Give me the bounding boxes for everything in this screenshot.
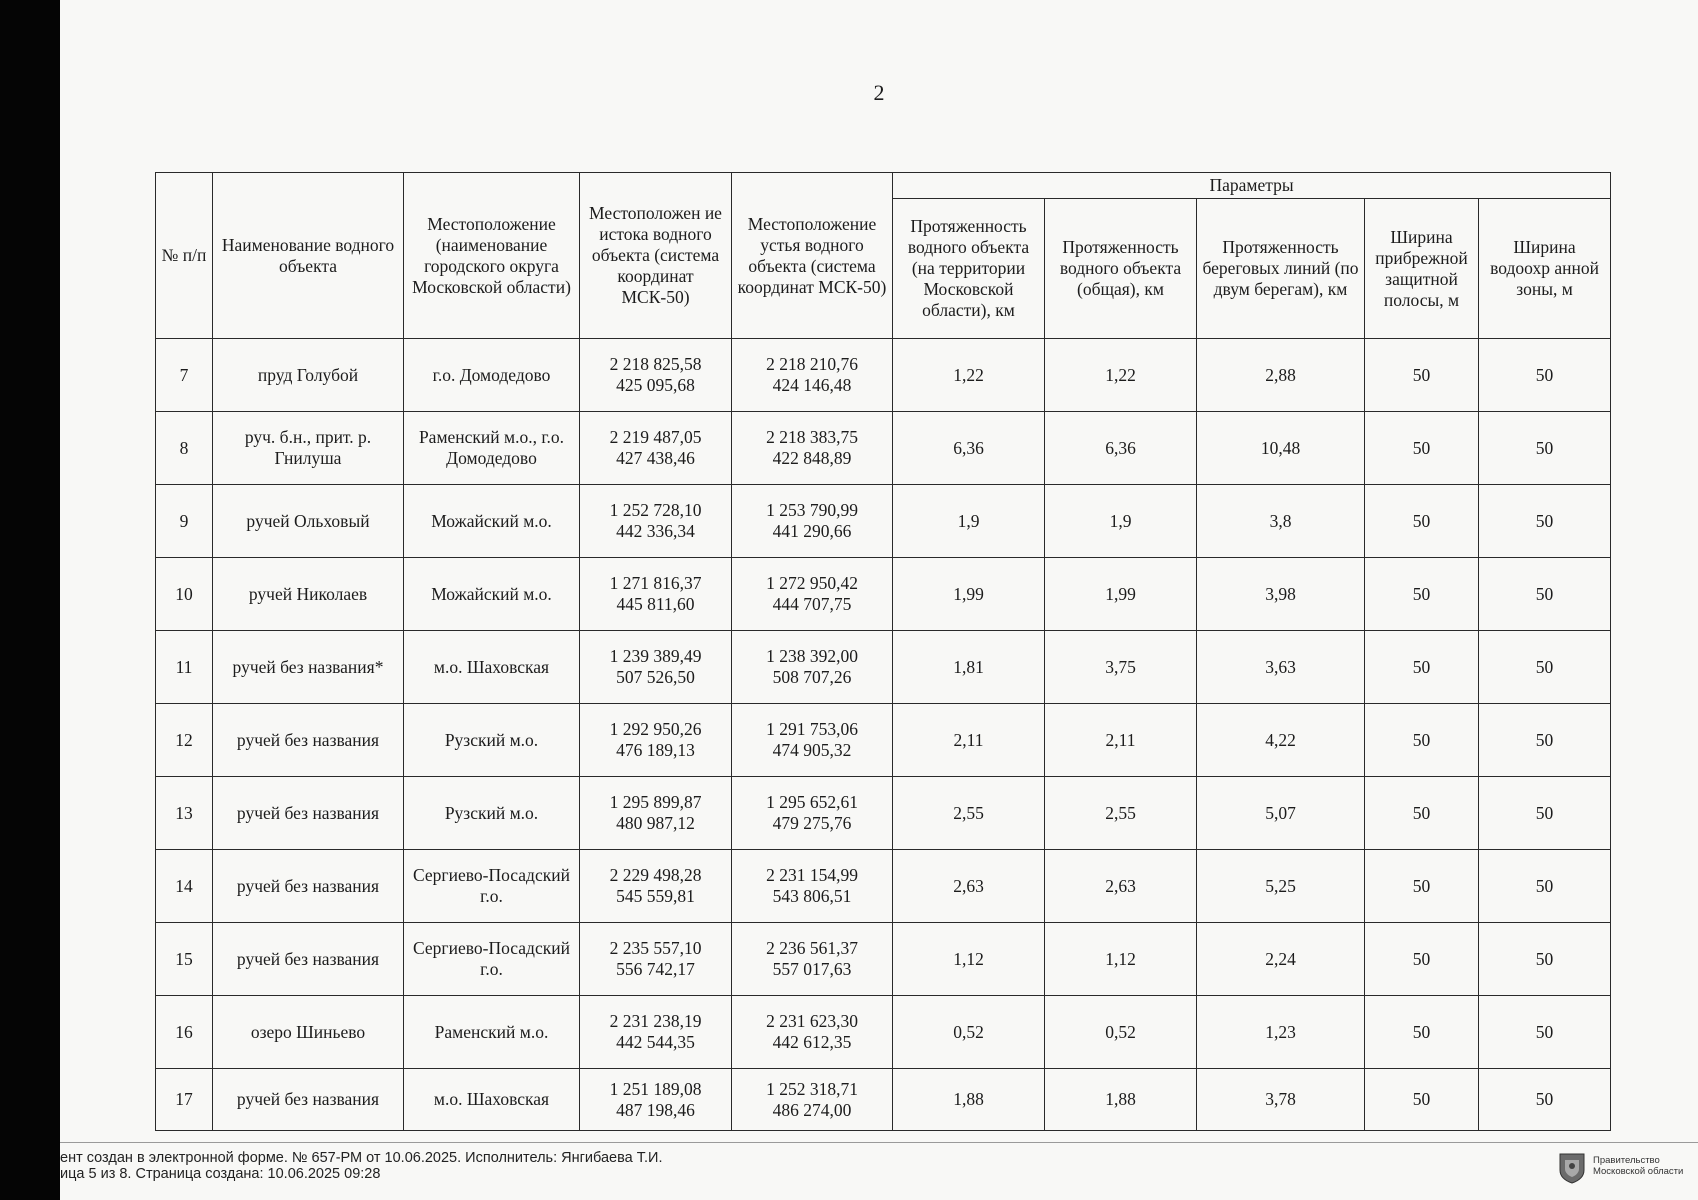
- cell-mouth: [732, 485, 893, 558]
- cell-length-total: 2,11: [1045, 704, 1197, 777]
- cell-coastal-strip: 50: [1365, 631, 1479, 704]
- cell-shore-length: 3,78: [1197, 1069, 1365, 1131]
- cell-length-total: 1,99: [1045, 558, 1197, 631]
- cell-shore-length: 5,07: [1197, 777, 1365, 850]
- cell-mouth-line: 1 291 753,06: [766, 719, 858, 739]
- cell-length-region: 1,9: [893, 485, 1045, 558]
- cell-source-line: 507 526,50: [616, 667, 695, 687]
- cell-source-line: 445 811,60: [616, 594, 695, 614]
- cell-source: [580, 777, 732, 850]
- cell-source-line: 545 559,81: [616, 886, 695, 906]
- cell-num: 10: [156, 558, 213, 631]
- footer-line-2: ица 5 из 8. Страница создана: 10.06.2025 09:28: [60, 1166, 381, 1182]
- cell-length-total: 1,9: [1045, 485, 1197, 558]
- cell-source-line: 2 229 498,28: [609, 865, 702, 885]
- cell-mouth: [732, 1069, 893, 1131]
- header-source: Местоположен ие истока водного объекта (система координат МСК-50): [580, 173, 732, 339]
- cell-length-total: 6,36: [1045, 412, 1197, 485]
- cell-name: ручей без названия*: [213, 631, 404, 704]
- cell-mouth-line: 1 253 790,99: [766, 500, 858, 520]
- page-number: 2: [873, 80, 885, 105]
- cell-source: [580, 631, 732, 704]
- cell-name: озеро Шиньево: [213, 996, 404, 1069]
- cell-length-total: 1,88: [1045, 1069, 1197, 1131]
- header-parameters: Параметры: [893, 173, 1611, 199]
- cell-mouth-line: 543 806,51: [772, 886, 852, 906]
- cell-shore-length: 5,25: [1197, 850, 1365, 923]
- cell-mouth: [732, 558, 893, 631]
- cell-mouth-line: 474 905,32: [772, 740, 852, 760]
- cell-shore-length: 4,22: [1197, 704, 1365, 777]
- cell-water-zone: 50: [1479, 996, 1611, 1069]
- cell-source-line: 1 251 189,08: [609, 1078, 702, 1099]
- coat-of-arms-icon: [1557, 1152, 1587, 1184]
- footer-info: [60, 1150, 662, 1182]
- cell-location: Сергиево-Посадский г.о.: [404, 850, 580, 923]
- government-label-line-1: Правительство: [1593, 1155, 1660, 1166]
- header-length-total: Протяженность водного объекта (общая), км: [1045, 199, 1197, 339]
- cell-water-zone: 50: [1479, 631, 1611, 704]
- cell-source: [580, 339, 732, 412]
- cell-mouth-line: 486 274,00: [772, 1099, 852, 1120]
- cell-source: [580, 1069, 732, 1131]
- cell-name: руч. б.н., прит. р. Гнилуша: [213, 412, 404, 485]
- cell-coastal-strip: 50: [1365, 850, 1479, 923]
- table-body: [156, 339, 1611, 1131]
- cell-source: [580, 558, 732, 631]
- cell-mouth-line: 441 290,66: [772, 521, 852, 541]
- cell-name: ручей без названия: [213, 850, 404, 923]
- cell-shore-length: 1,23: [1197, 996, 1365, 1069]
- header-coastal-strip: Ширина прибрежной защитной полосы, м: [1365, 199, 1479, 339]
- cell-coastal-strip: 50: [1365, 923, 1479, 996]
- cell-name: ручей Николаев: [213, 558, 404, 631]
- cell-water-zone: 50: [1479, 412, 1611, 485]
- cell-name: ручей без названия: [213, 1069, 404, 1131]
- cell-source-line: 487 198,46: [616, 1099, 695, 1120]
- table-row: [156, 923, 1611, 996]
- cell-length-total: 0,52: [1045, 996, 1197, 1069]
- cell-length-total: 1,22: [1045, 339, 1197, 412]
- cell-mouth-line: 2 236 561,37: [766, 938, 858, 958]
- cell-location: Раменский м.о.: [404, 996, 580, 1069]
- cell-name: ручей без названия: [213, 777, 404, 850]
- cell-num: 7: [156, 339, 213, 412]
- cell-location: Рузский м.о.: [404, 704, 580, 777]
- table-row: [156, 850, 1611, 923]
- cell-mouth-line: 1 272 950,42: [766, 573, 858, 593]
- cell-mouth-line: 442 612,35: [772, 1032, 852, 1052]
- cell-source-line: 1 252 728,10: [609, 500, 702, 520]
- header-num: № п/п: [156, 173, 213, 339]
- cell-mouth: [732, 923, 893, 996]
- cell-source-line: 1 292 950,26: [609, 719, 702, 739]
- document-page: [60, 0, 1698, 1200]
- cell-location: Сергиево-Посадский г.о.: [404, 923, 580, 996]
- cell-length-region: 1,12: [893, 923, 1045, 996]
- table-row: [156, 631, 1611, 704]
- header-shore-length: Протяженность береговых линий (по двум берегам), км: [1197, 199, 1365, 339]
- cell-water-zone: 50: [1479, 850, 1611, 923]
- cell-location: г.о. Домодедово: [404, 339, 580, 412]
- cell-mouth: [732, 777, 893, 850]
- cell-length-region: 1,81: [893, 631, 1045, 704]
- cell-water-zone: 50: [1479, 777, 1611, 850]
- cell-source-line: 427 438,46: [616, 448, 695, 468]
- cell-mouth-line: 424 146,48: [772, 375, 852, 395]
- cell-length-region: 1,99: [893, 558, 1045, 631]
- cell-source-line: 442 544,35: [616, 1032, 695, 1052]
- cell-water-zone: 50: [1479, 704, 1611, 777]
- cell-mouth-line: 1 238 392,00: [766, 646, 858, 666]
- cell-mouth-line: 2 218 383,75: [766, 427, 858, 447]
- cell-mouth-line: 1 295 652,61: [766, 792, 858, 812]
- cell-water-zone: 50: [1479, 558, 1611, 631]
- cell-length-total: 3,75: [1045, 631, 1197, 704]
- cell-num: 16: [156, 996, 213, 1069]
- cell-source-line: 1 239 389,49: [609, 646, 702, 666]
- cell-name: ручей без названия: [213, 704, 404, 777]
- cell-shore-length: 2,24: [1197, 923, 1365, 996]
- cell-water-zone: 50: [1479, 485, 1611, 558]
- cell-mouth: [732, 631, 893, 704]
- cell-length-region: 1,88: [893, 1069, 1045, 1131]
- cell-source: [580, 923, 732, 996]
- cell-length-total: 2,63: [1045, 850, 1197, 923]
- cell-source: [580, 850, 732, 923]
- cell-mouth-line: 479 275,76: [772, 813, 852, 833]
- cell-name: пруд Голубой: [213, 339, 404, 412]
- cell-source: [580, 996, 732, 1069]
- cell-mouth: [732, 850, 893, 923]
- cell-location: Рузский м.о.: [404, 777, 580, 850]
- cell-num: 14: [156, 850, 213, 923]
- cell-shore-length: 3,98: [1197, 558, 1365, 631]
- header-location: Местоположение (наименование городского округа Московской области): [404, 173, 580, 339]
- cell-shore-length: 10,48: [1197, 412, 1365, 485]
- cell-source-line: 1 271 816,37: [609, 573, 702, 593]
- cell-shore-length: 3,63: [1197, 631, 1365, 704]
- cell-water-zone: 50: [1479, 339, 1611, 412]
- cell-length-region: 6,36: [893, 412, 1045, 485]
- cell-mouth-line: 1 252 318,71: [766, 1078, 858, 1099]
- cell-location: м.о. Шаховская: [404, 1069, 580, 1131]
- header-mouth: Местоположение устья водного объекта (система координат МСК-50): [732, 173, 893, 339]
- header-name: Наименование водного объекта: [213, 173, 404, 339]
- cell-source-line: 442 336,34: [616, 521, 695, 541]
- cell-num: 15: [156, 923, 213, 996]
- table-row: [156, 777, 1611, 850]
- table-row: [156, 996, 1611, 1069]
- cell-mouth-line: 2 231 154,99: [766, 865, 858, 885]
- table-row: [156, 485, 1611, 558]
- cell-coastal-strip: 50: [1365, 1069, 1479, 1131]
- cell-length-region: 0,52: [893, 996, 1045, 1069]
- cell-mouth: [732, 412, 893, 485]
- footer-divider: [60, 1142, 1698, 1143]
- header-length-region: Протяженность водного объекта (на территории Московской области), км: [893, 199, 1045, 339]
- cell-location: Можайский м.о.: [404, 485, 580, 558]
- cell-coastal-strip: 50: [1365, 558, 1479, 631]
- table-row: [156, 1069, 1611, 1131]
- table-row: [156, 339, 1611, 412]
- cell-coastal-strip: 50: [1365, 704, 1479, 777]
- table-row: [156, 558, 1611, 631]
- cell-mouth-line: 444 707,75: [772, 594, 852, 614]
- cell-length-total: 1,12: [1045, 923, 1197, 996]
- government-label: [1593, 1155, 1683, 1177]
- cell-source: [580, 704, 732, 777]
- cell-location: Раменский м.о., г.о. Домодедово: [404, 412, 580, 485]
- cell-mouth-line: 422 848,89: [772, 448, 852, 468]
- scan-left-edge: [0, 0, 60, 1200]
- footer-line-1: ент создан в электронной форме. № 657-РМ от 10.06.2025. Исполнитель: Янгибаева Т.И.: [60, 1150, 663, 1166]
- cell-source: [580, 412, 732, 485]
- cell-source-line: 2 231 238,19: [609, 1011, 702, 1031]
- cell-source-line: 480 987,12: [616, 813, 695, 833]
- government-label-line-2: Московской области: [1593, 1166, 1684, 1177]
- table-row: [156, 704, 1611, 777]
- cell-num: 9: [156, 485, 213, 558]
- cell-num: 8: [156, 412, 213, 485]
- cell-source-line: 425 095,68: [616, 375, 695, 395]
- cell-mouth: [732, 339, 893, 412]
- cell-coastal-strip: 50: [1365, 996, 1479, 1069]
- cell-mouth-line: 557 017,63: [772, 959, 852, 979]
- cell-length-region: 2,11: [893, 704, 1045, 777]
- cell-mouth-line: 2 231 623,30: [766, 1011, 858, 1031]
- cell-source-line: 2 219 487,05: [609, 427, 702, 447]
- cell-source-line: 2 235 557,10: [609, 938, 702, 958]
- cell-source-line: 2 218 825,58: [609, 354, 702, 374]
- cell-shore-length: 2,88: [1197, 339, 1365, 412]
- water-objects-table: [155, 172, 1611, 1131]
- header-water-zone: Ширина водоохр анной зоны, м: [1479, 199, 1611, 339]
- cell-num: 17: [156, 1069, 213, 1131]
- table-row: [156, 412, 1611, 485]
- cell-num: 11: [156, 631, 213, 704]
- cell-source: [580, 485, 732, 558]
- cell-source-line: 476 189,13: [616, 740, 695, 760]
- cell-length-region: 2,63: [893, 850, 1045, 923]
- cell-num: 13: [156, 777, 213, 850]
- cell-length-region: 1,22: [893, 339, 1045, 412]
- cell-location: м.о. Шаховская: [404, 631, 580, 704]
- cell-source-line: 1 295 899,87: [609, 792, 702, 812]
- cell-water-zone: 50: [1479, 923, 1611, 996]
- cell-mouth-line: 508 707,26: [772, 667, 852, 687]
- cell-coastal-strip: 50: [1365, 777, 1479, 850]
- cell-mouth: [732, 704, 893, 777]
- cell-location: Можайский м.о.: [404, 558, 580, 631]
- cell-water-zone: 50: [1479, 1069, 1611, 1131]
- cell-length-total: 2,55: [1045, 777, 1197, 850]
- cell-name: ручей Ольховый: [213, 485, 404, 558]
- cell-num: 12: [156, 704, 213, 777]
- cell-coastal-strip: 50: [1365, 485, 1479, 558]
- cell-name: ручей без названия: [213, 923, 404, 996]
- cell-length-region: 2,55: [893, 777, 1045, 850]
- cell-source-line: 556 742,17: [616, 959, 695, 979]
- cell-mouth-line: 2 218 210,76: [766, 354, 858, 374]
- cell-coastal-strip: 50: [1365, 339, 1479, 412]
- cell-mouth: [732, 996, 893, 1069]
- cell-shore-length: 3,8: [1197, 485, 1365, 558]
- cell-coastal-strip: 50: [1365, 412, 1479, 485]
